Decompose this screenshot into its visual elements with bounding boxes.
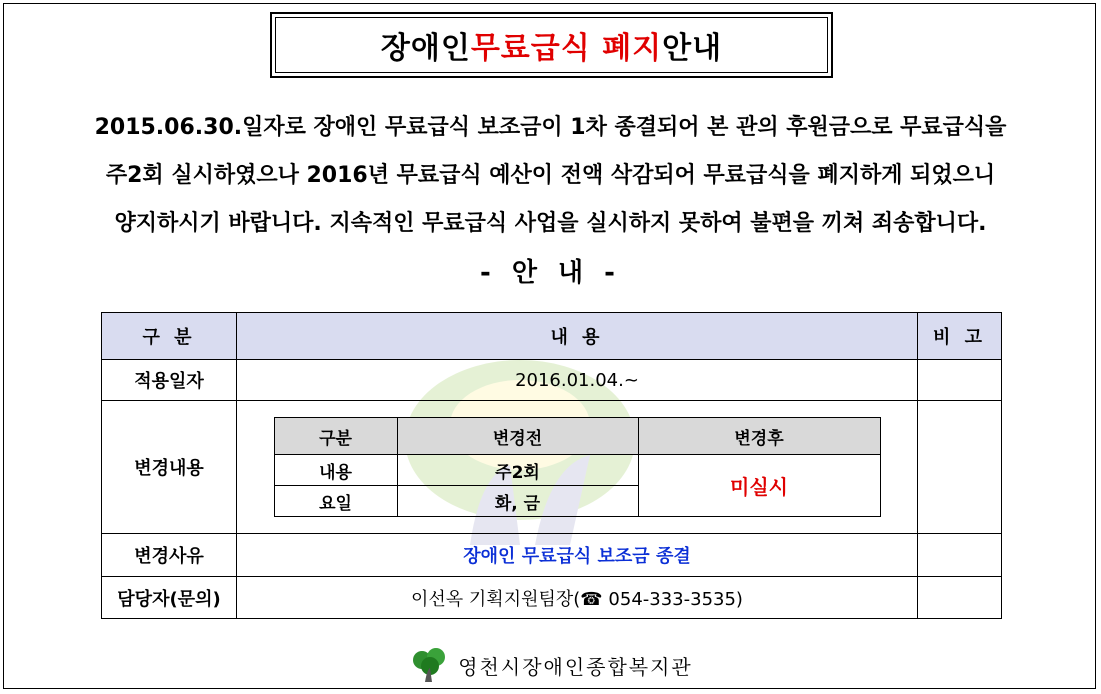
- table-row-contact: [102, 577, 1002, 619]
- apply-date-label: 적용일자: [102, 360, 237, 401]
- sub-row-before: 주2회: [397, 455, 638, 486]
- notice-line-3: 양지하시기 바랍니다. 지속적인 무료급식 사업을 실시하지 못하여 불편을 끼쳐 죄송합니다.: [114, 211, 987, 236]
- sub-header-after: 변경후: [638, 418, 880, 455]
- sub-row-label: 내용: [274, 455, 397, 486]
- header-category: 구 분: [102, 313, 237, 360]
- org-logo-icon: [408, 648, 452, 682]
- reason-remarks: [918, 534, 1002, 577]
- apply-date-value: 2016.01.04.~: [237, 360, 918, 401]
- sub-row-content: [274, 455, 880, 486]
- title-part2: 안내: [662, 31, 723, 66]
- notice-line-2: 주2회 실시하였으나 2016년 무료급식 예산이 전액 삭감되어 무료급식을 폐지하게 되었으니: [105, 163, 996, 188]
- reason-value: 장애인 무료급식 보조금 종결: [237, 534, 918, 577]
- title-box: [270, 12, 833, 78]
- contact-label: 담당자(문의): [102, 577, 237, 619]
- header-remarks: 비 고: [918, 313, 1002, 360]
- sub-row-label: 요일: [274, 486, 397, 517]
- info-table: [101, 312, 1002, 619]
- change-label: 변경내용: [102, 401, 237, 534]
- contact-value: 이선옥 기획지원팀장(☎ 054-333-3535): [237, 577, 918, 619]
- sub-header-row: [274, 418, 880, 455]
- title-highlight: 무료급식 폐지: [470, 31, 663, 66]
- guide-label: - 안 내 -: [480, 258, 621, 288]
- sub-header-category: 구분: [274, 418, 397, 455]
- title-part1: 장애인: [380, 31, 471, 66]
- sub-row-before: 화, 금: [397, 486, 638, 517]
- table-row-change: [102, 401, 1002, 534]
- contact-remarks: [918, 577, 1002, 619]
- table-row-reason: [102, 534, 1002, 577]
- table-row-apply-date: [102, 360, 1002, 401]
- table-header-row: [102, 313, 1002, 360]
- header-content: 내 용: [237, 313, 918, 360]
- notice-text: [0, 104, 1101, 248]
- change-content: [237, 401, 918, 534]
- apply-date-remarks: [918, 360, 1002, 401]
- footer: [0, 648, 1101, 682]
- reason-label: 변경사유: [102, 534, 237, 577]
- change-remarks: [918, 401, 1002, 534]
- sub-header-before: 변경전: [397, 418, 638, 455]
- org-name: 영천시장애인종합복지관: [458, 654, 693, 679]
- page-title: [275, 17, 828, 73]
- change-sub-table: [274, 417, 881, 517]
- sub-after-value: 미실시: [638, 455, 880, 517]
- notice-line-1: 2015.06.30.일자로 장애인 무료급식 보조금이 1차 종결되어 본 관의 후원금으로 무료급식을: [94, 115, 1007, 140]
